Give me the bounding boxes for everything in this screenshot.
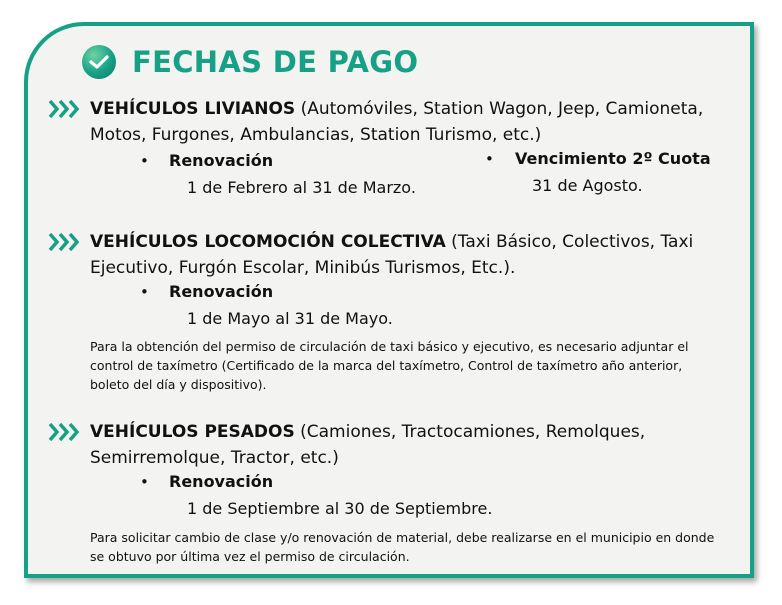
header — [82, 42, 418, 82]
section-heading: VEHÍCULOS LOCOMOCIÓN COLECTIVA — [90, 232, 446, 252]
renovacion-label: Renovación — [169, 472, 274, 491]
section-pesados-line2: Semirremolque, Tractor, etc.) — [90, 448, 339, 468]
page-title: FECHAS DE PAGO — [132, 45, 419, 79]
check-circle-icon — [82, 45, 116, 79]
section-livianos-line1 — [90, 98, 703, 120]
section-colectiva-line1 — [90, 231, 693, 253]
section-desc: (Taxi Básico, Colectivos, Taxi — [445, 232, 694, 252]
renovacion-date: 1 de Septiembre al 30 de Septiembre. — [187, 499, 493, 518]
bullet: • — [485, 150, 494, 168]
vencimiento-label: Vencimiento 2º Cuota — [515, 149, 711, 168]
triple-chevron-icon — [48, 99, 82, 119]
note-line: boleto del día y dispositivo). — [90, 377, 267, 392]
renovacion-date: 1 de Febrero al 31 de Marzo. — [187, 178, 416, 197]
renovacion-date: 1 de Mayo al 31 de Mayo. — [187, 309, 393, 328]
section-colectiva-line2: Ejecutivo, Furgón Escolar, Minibús Turismos, Etc.). — [90, 258, 516, 278]
triple-chevron-icon — [48, 422, 82, 442]
bullet: • — [140, 473, 149, 491]
renovacion-label: Renovación — [169, 282, 274, 301]
section-desc: (Automóviles, Station Wagon, Jeep, Camioneta, — [295, 99, 704, 119]
section-pesados-line1 — [90, 421, 645, 443]
renovacion-label: Renovación — [169, 151, 274, 170]
note-line: control de taxímetro (Certificado de la marca del taxímetro, Control de taxímetro año anterior, — [90, 358, 683, 373]
section-desc: (Camiones, Tractocamiones, Remolques, — [294, 422, 646, 442]
note-line: Para solicitar cambio de clase y/o renovación de material, debe realizarse en el municipio en donde — [90, 530, 715, 545]
note-line: se obtuvo por última vez el permiso de circulación. — [90, 549, 410, 564]
note-line: Para la obtención del permiso de circulación de taxi básico y ejecutivo, es necesario adjuntar el — [90, 339, 689, 354]
vencimiento-date: 31 de Agosto. — [532, 176, 643, 195]
section-heading: VEHÍCULOS PESADOS — [90, 422, 295, 442]
bullet: • — [140, 283, 149, 301]
section-livianos-line2: Motos, Furgones, Ambulancias, Station Turismo, etc.) — [90, 125, 542, 145]
bullet: • — [140, 152, 149, 170]
section-heading: VEHÍCULOS LIVIANOS — [90, 99, 296, 119]
triple-chevron-icon — [48, 232, 82, 252]
